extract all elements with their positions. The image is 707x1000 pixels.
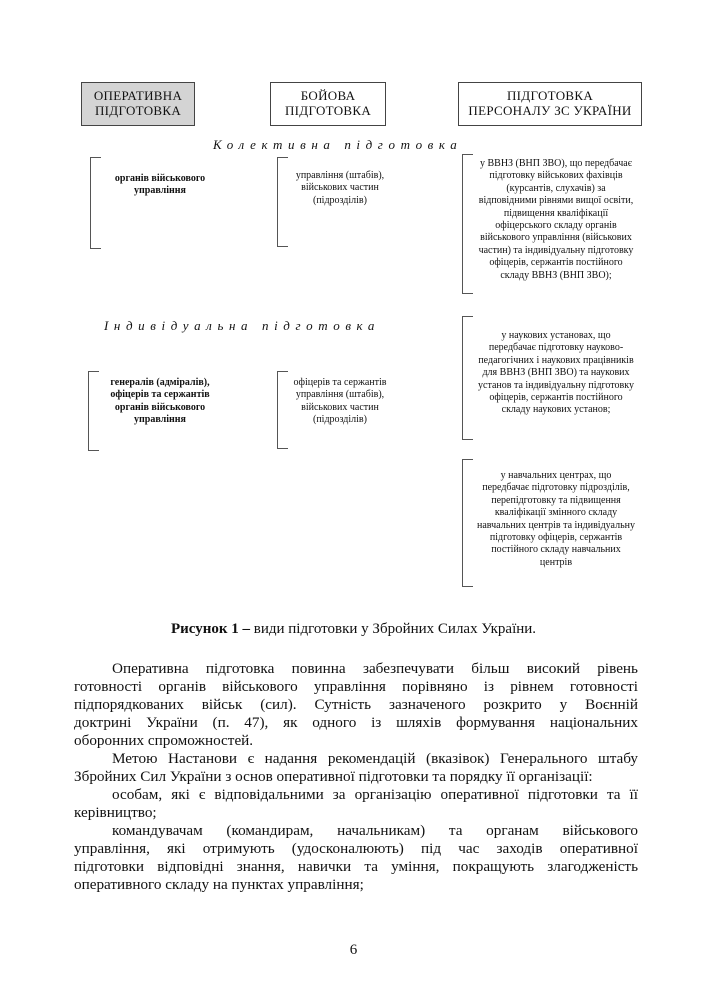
text-line: підвищення кваліфікації (503, 207, 609, 219)
text-line: кваліфікації змінного складу (494, 507, 618, 519)
text-line: органів військового (114, 173, 206, 184)
text-line: підготовку військових фахівців (489, 170, 623, 182)
header-combat-training (270, 82, 386, 126)
text-line: частин) та індивідуальну підготовку (478, 244, 634, 256)
text-line: Оперативна підготовка повинна забезпечувати більш високий рівень (112, 660, 638, 677)
text-line: Метою Настанови є надання рекомендацій (вказівок) Генерального штабу (112, 750, 638, 767)
text-line: управління (штабів), (295, 170, 385, 181)
text-line: управління (134, 414, 186, 426)
text-line: навчальних центрів та індивідуальну (477, 519, 635, 531)
text-line: готовності органів військового управління порівняно із рівнем готовності (74, 678, 638, 695)
text-line: (підрозділів) (312, 414, 367, 426)
text-line: передбачає підготовку науково- (488, 342, 624, 354)
header-operational-training (81, 82, 195, 126)
text-line: особам, які є відповідальними за організацію оперативної підготовки та її (112, 786, 638, 803)
text-line: у ВВНЗ (ВНП ЗВО), що передбачає (479, 158, 633, 169)
collective-personnel-text (466, 158, 646, 282)
text-line: підготовку офіцерів, сержантів (489, 532, 623, 544)
paragraph-1 (74, 660, 638, 750)
text-line: передбачає підготовку підрозділів, (482, 482, 630, 494)
text-line: відповідними рівнями вищої освіти, (478, 195, 634, 207)
text-line: постійного складу навчальних (491, 544, 621, 556)
text-line: підпорядкованих військ (сил). Сутність зазначеного розкрито у Воєнній (74, 696, 638, 713)
section-individual-title: Індивідуальна підготовка (104, 318, 381, 333)
text-line: військових частин (301, 401, 379, 413)
text-line: для ВВНЗ (ВНП ЗВО) та наукових (482, 367, 630, 379)
header-personnel-training (458, 82, 642, 126)
figure-caption (0, 621, 707, 638)
text-line: офіцерів, сержантів постійного (489, 257, 623, 269)
text-line: складу наукових установ; (501, 404, 611, 416)
bracket-collective-operational (90, 157, 101, 249)
text-line: у наукових установах, що (501, 330, 611, 341)
paragraph-3 (74, 786, 638, 822)
collective-operational-text (95, 173, 225, 198)
header-line: ПІДГОТОВКА (94, 103, 182, 118)
text-line: органів військового (114, 401, 206, 413)
header-line: ПІДГОТОВКА (284, 103, 372, 118)
text-line: військових частин (301, 182, 379, 194)
text-line: управління (штабів), (295, 389, 385, 401)
text-line: управління, які отримують (удосконалюють) під час заходів оперативної (74, 840, 638, 857)
individual-personnel-training-text (466, 470, 646, 569)
text-line: командувачам (командирам, начальникам) та органам військового (112, 822, 638, 839)
individual-personnel-science-text (466, 330, 646, 417)
header-line: ПЕРСОНАЛУ ЗС УКРАЇНИ (468, 103, 632, 118)
individual-operational-text (90, 377, 230, 427)
text-line: Збройних Сил України з основ оперативної підготовки та порядку її організації: (74, 768, 593, 785)
text-line: доктрині України (п. 47), як одного із шляхів формування національних (74, 714, 638, 731)
figure-caption-text: види підготовки у Збройних Силах України. (250, 621, 537, 637)
text-line: центрів (539, 556, 573, 568)
text-line: керівництво; (74, 804, 157, 821)
text-line: офіцерів, сержантів постійного (489, 392, 623, 404)
text-line: військового управління (військових (480, 232, 632, 244)
paragraph-4 (74, 822, 638, 894)
header-line: ОПЕРАТИВНА (93, 88, 183, 103)
text-line: генералів (адміралів), (110, 377, 210, 388)
section-collective-title: Колективна підготовка (213, 137, 463, 152)
figure-caption-label: Рисунок 1 – (170, 621, 250, 637)
page-number: 6 (349, 942, 358, 958)
text-line: офіцерів та сержантів (293, 377, 387, 388)
individual-combat-text (280, 377, 400, 427)
text-line: (підрозділів) (312, 194, 367, 206)
text-line: педагогічних і наукових працівників (478, 354, 634, 366)
text-line: офіцерського складу органів (495, 220, 617, 232)
text-line: установ та індивідуальну підготовку (478, 379, 634, 391)
paragraph-2 (74, 750, 638, 786)
header-line: БОЙОВА (300, 88, 356, 103)
text-line: управління (134, 185, 186, 197)
collective-combat-text (280, 170, 400, 207)
text-line: (курсантів, слухачів) за (506, 182, 606, 194)
header-line: ПІДГОТОВКА (506, 88, 594, 103)
text-line: складу ВВНЗ (ВНП ЗВО); (500, 269, 612, 281)
text-line: підготовки відповідні знання, навички та уміння, покращують злагодженість (74, 858, 638, 875)
text-line: перепідготовку та підвищення (491, 494, 621, 506)
text-line: оборонних спроможностей. (74, 732, 254, 749)
text-line: офіцерів та сержантів (110, 389, 210, 401)
text-line: у навчальних центрах, що (500, 470, 612, 481)
text-line: оперативного складу на пунктах управління; (74, 876, 364, 893)
